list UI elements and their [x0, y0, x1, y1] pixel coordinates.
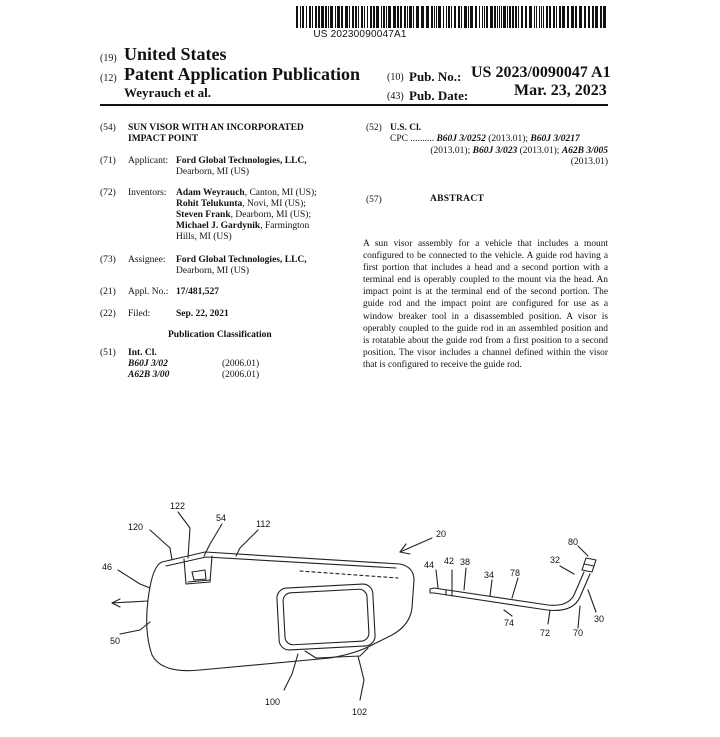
pub-no-label: Pub. No.: [409, 69, 462, 84]
inventor-2-name: Rohit Telukunta [176, 199, 243, 209]
code-51: (51) [100, 348, 116, 358]
abstract-text: A sun visor assembly for a vehicle that includes a mount configured to be connected to the vehicle. A guide rod having a first portion that includes a head and a second portion with a terminal end is operably coupled to the mount via the head. An impact point is at the terminal end of the second portion. The guide rod and the impact point are configured for use as a window breaker tool in a disassembled position. A visor is operably coupled to the guide rod in an assembled position and is rotatable about the guide rod from a first position to a second position. The visor includes a channel defined within the visor that is configured to receive the guide rod. [363, 239, 608, 370]
cpc-date-4: (2013.01) [570, 157, 608, 167]
cpc-date-1: (2013.01); [485, 134, 531, 144]
ref-120: 120 [128, 522, 144, 532]
ref-50: 50 [110, 636, 121, 646]
code-52: (52) [366, 123, 382, 133]
code-10: (10) [387, 72, 404, 83]
uscl-label: U.S. Cl. [390, 123, 422, 133]
inventor-1-name: Adam Weyrauch [176, 188, 245, 198]
code-57: (57) [366, 195, 382, 205]
ref-38: 38 [460, 557, 471, 567]
cpc-line-1 [390, 133, 580, 145]
doc-type: Patent Application Publication [124, 64, 361, 84]
patent-figure [0, 440, 720, 737]
ref-70: 70 [573, 628, 584, 638]
pub-class-title: Publication Classification [168, 330, 272, 340]
ref-46: 46 [102, 562, 113, 572]
abstract-title: ABSTRACT [430, 194, 485, 204]
pub-date-value: Mar. 23, 2023 [514, 82, 607, 99]
intcl-code-1: B60J 3/02 [128, 359, 168, 369]
cpc-code-1: B60J 3/0252 [436, 134, 486, 144]
cpc-date-2: (2013.01); [430, 146, 473, 156]
assignee-location: Dearborn, MI (US) [176, 266, 250, 276]
code-73: (73) [100, 255, 116, 265]
applicant-location: Dearborn, MI (US) [176, 167, 250, 177]
appl-no-value: 17/481,527 [176, 287, 220, 297]
code-19: (19) [100, 53, 117, 64]
intcl-date-1: (2006.01) [222, 359, 260, 369]
barcode-text: US 20230090047A1 [313, 29, 407, 40]
ref-54: 54 [216, 513, 227, 523]
assignee-name: Ford Global Technologies, LLC, [176, 255, 307, 265]
country: United States [124, 44, 227, 64]
visor-mirror [276, 584, 375, 651]
applicant-label: Applicant: [128, 156, 169, 166]
intcl-date-2: (2006.01) [222, 370, 260, 380]
code-21: (21) [100, 287, 116, 297]
inventor-3-location: , Dearborn, MI (US); [230, 210, 312, 220]
ref-100: 100 [265, 697, 281, 707]
ref-44: 44 [424, 560, 435, 570]
ref-20: 20 [436, 529, 447, 539]
cpc-code-2: B60J 3/0217 [530, 134, 580, 144]
pub-no-value: US 2023/0090047 A1 [471, 64, 611, 81]
title-line-1: SUN VISOR WITH AN INCORPORATED [128, 123, 304, 133]
cpc-date-3: (2013.01); [517, 146, 562, 156]
inventor-4-location: , Farmington [260, 221, 310, 231]
cpc-code-3: B60J 3/023 [472, 146, 518, 156]
ref-72: 72 [540, 628, 551, 638]
pub-date-label: Pub. Date: [409, 88, 469, 103]
inventor-short: Weyrauch et al. [124, 85, 212, 100]
inventor-4-name: Michael J. Gardynik [176, 221, 261, 231]
ref-102: 102 [352, 707, 368, 717]
visor-top-edge [166, 557, 396, 568]
code-71: (71) [100, 156, 116, 166]
ref-112: 112 [256, 519, 271, 529]
code-54: (54) [100, 123, 116, 133]
applicant-name: Ford Global Technologies, LLC, [176, 156, 307, 166]
code-43: (43) [387, 91, 404, 102]
ref-78: 78 [510, 568, 521, 578]
ref-80: 80 [568, 537, 579, 547]
code-12: (12) [100, 73, 117, 84]
visor-channel [300, 571, 398, 578]
barcode [296, 6, 608, 28]
header-divider [100, 104, 608, 106]
ref-32: 32 [550, 555, 561, 565]
intcl-label: Int. Cl. [128, 348, 157, 358]
inventors-label: Inventors: [128, 188, 167, 198]
code-22: (22) [100, 309, 116, 319]
intcl-code-2: A62B 3/00 [128, 370, 170, 380]
inventor-1-location: , Canton, MI (US); [244, 188, 317, 198]
guide-rod [430, 558, 596, 610]
title-line-2: IMPACT POINT [128, 134, 199, 144]
ref-34: 34 [484, 570, 495, 580]
filed-label: Filed: [128, 309, 151, 319]
ref-30: 30 [594, 614, 605, 624]
inventor-3-name: Steven Frank [176, 210, 231, 220]
cpc-label: CPC .......... [390, 134, 435, 144]
assignee-label: Assignee: [128, 255, 166, 265]
ref-74: 74 [504, 618, 515, 628]
inventor-2-location: , Novi, MI (US); [242, 199, 306, 209]
inventor-4-location-2: Hills, MI (US) [176, 232, 232, 242]
direction-arrow [112, 601, 148, 603]
ref-122: 122 [170, 501, 186, 511]
cpc-code-4: A62B 3/005 [561, 146, 608, 156]
filed-value: Sep. 22, 2021 [176, 309, 229, 319]
code-72: (72) [100, 188, 116, 198]
appl-no-label: Appl. No.: [128, 287, 169, 297]
ref-42: 42 [444, 556, 455, 566]
